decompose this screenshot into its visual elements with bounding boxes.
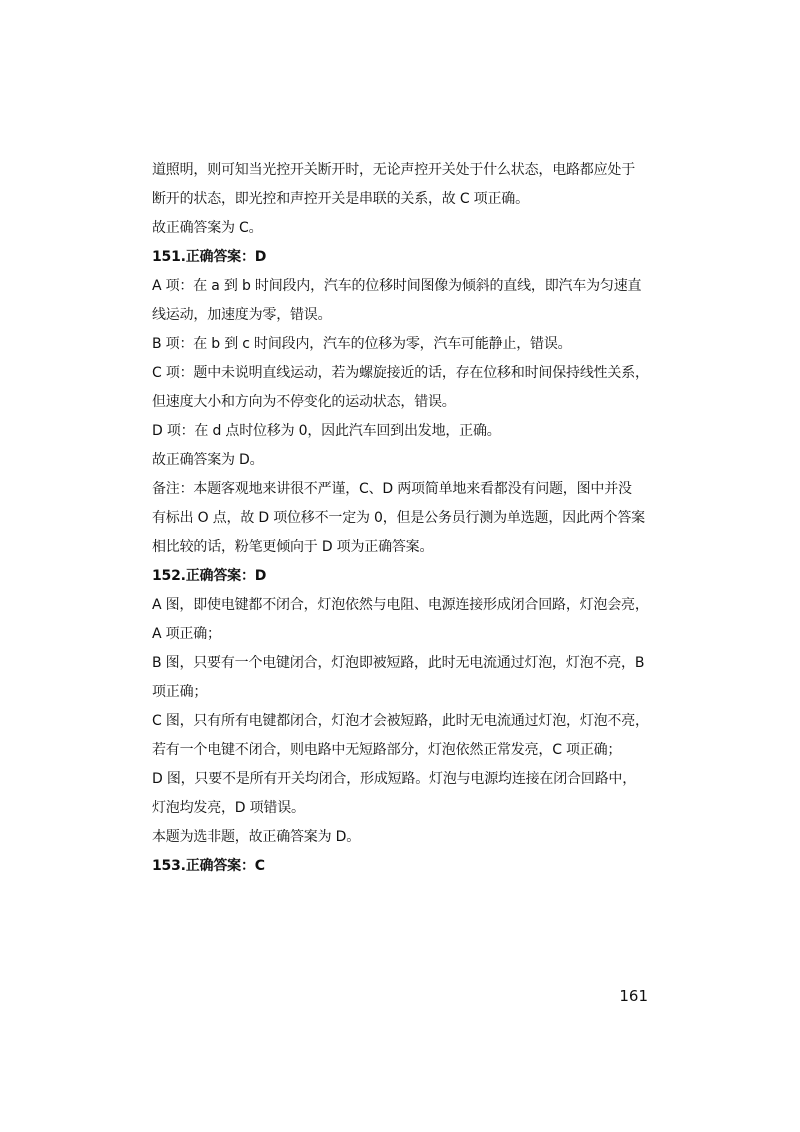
text-line: 线运动，加速度为零，错误。 [152,307,332,323]
page-body [152,156,650,881]
text-line: 道照明，则可知当光控开关断开时，无论声控开关处于什么状态，电路都应处于 [152,162,635,178]
page-number: 161 [619,987,648,1005]
text-line: 有标出 O 点，故 D 项位移不一定为 0，但是公务员行测为单选题，因此两个答案 [152,510,645,526]
answer-heading: 151.正确答案：D [152,249,267,265]
text-line: D 项：在 d 点时位移为 0，因此汽车回到出发地，正确。 [152,423,501,439]
text-line: C 图，只有所有电键都闭合，灯泡才会被短路，此时无电流通过灯泡，灯泡不亮， [152,713,649,729]
text-line: 相比较的话，粉笔更倾向于 D 项为正确答案。 [152,539,434,555]
text-line: 故正确答案为 D。 [152,452,264,468]
text-line: 项正确； [152,684,208,700]
text-line: 断开的状态，即光控和声控开关是串联的关系，故 C 项正确。 [152,191,529,207]
text-line: 本题为选非题，故正确答案为 D。 [152,829,361,845]
answer-heading: 153.正确答案：C [152,858,265,874]
text-line: 但速度大小和方向为不停变化的运动状态，错误。 [152,394,456,410]
answer-heading: 152.正确答案：D [152,568,267,584]
text-line: 备注：本题客观地来讲很不严谨，C、D 两项简单地来看都没有问题，图中并没 [152,481,632,497]
text-line: 灯泡均发亮，D 项错误。 [152,800,305,816]
text-line: 故正确答案为 C。 [152,220,263,236]
text-line: A 项：在 a 到 b 时间段内，汽车的位移时间图像为倾斜的直线，即汽车为匀速直 [152,278,642,294]
text-line: 若有一个电键不闭合，则电路中无短路部分，灯泡依然正常发亮，C 项正确； [152,742,622,758]
text-line: B 项：在 b 到 c 时间段内，汽车的位移为零，汽车可能静止，错误。 [152,336,572,352]
text-line: A 图，即使电键都不闭合，灯泡依然与电阻、电源连接形成闭合回路，灯泡会亮， [152,597,649,613]
text-line: A 项正确； [152,626,221,642]
text-line: B 图，只要有一个电键闭合，灯泡即被短路，此时无电流通过灯泡，灯泡不亮，B [152,655,645,671]
text-line: D 图，只要不是所有开关均闭合，形成短路。灯泡与电源均连接在闭合回路中， [152,771,637,787]
text-line: C 项：题中未说明直线运动，若为螺旋接近的话，存在位移和时间保持线性关系， [152,365,649,381]
